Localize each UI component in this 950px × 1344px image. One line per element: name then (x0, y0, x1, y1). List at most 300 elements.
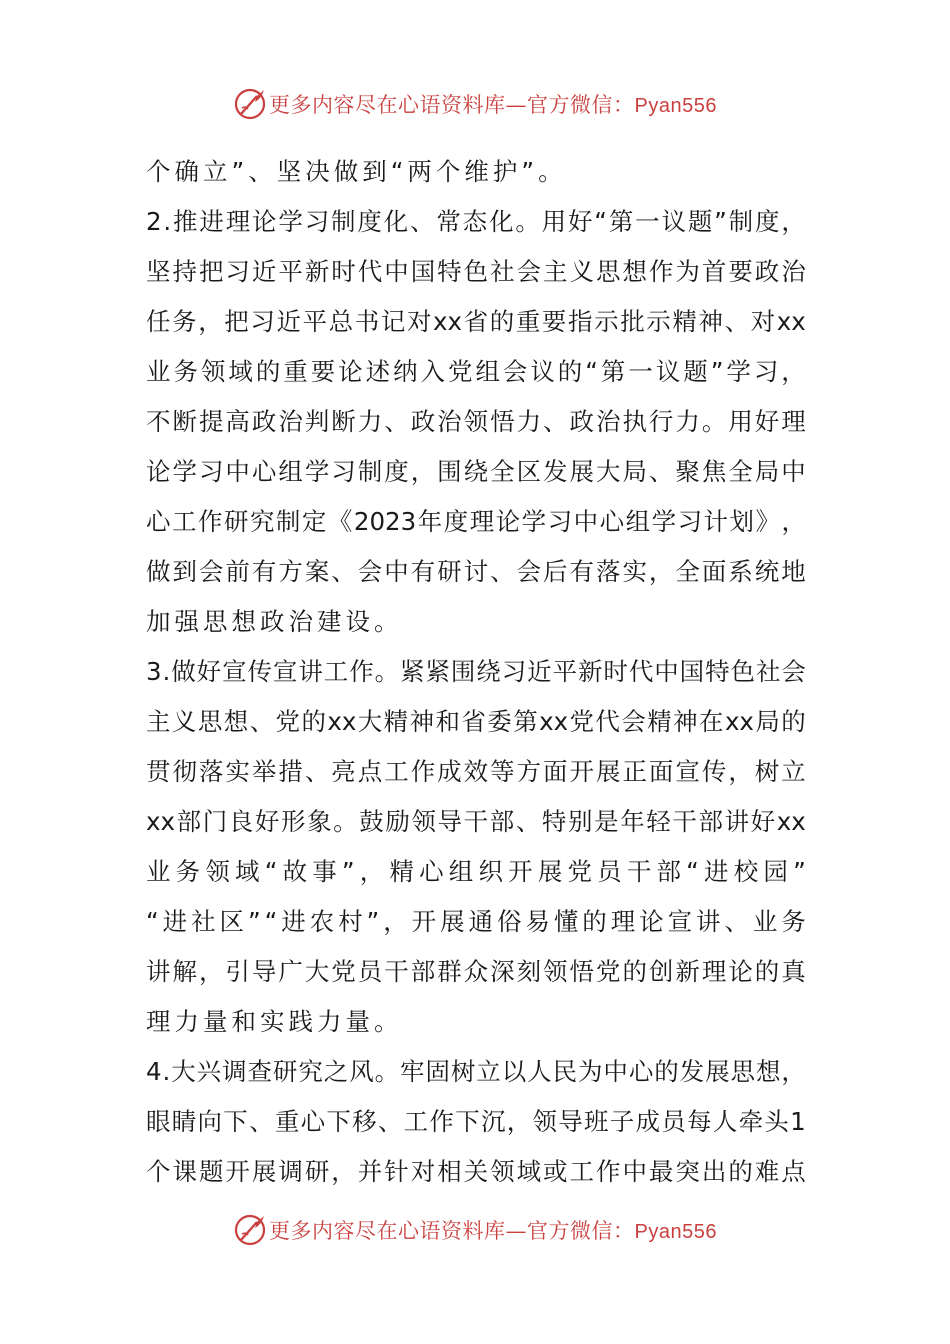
watermark-footer (0, 1212, 950, 1248)
glyph: 题 (683, 357, 708, 386)
glyph: 2 (146, 207, 162, 236)
glyph: 部 (489, 807, 515, 836)
glyph: 党 (567, 857, 592, 886)
glyph: 故 (282, 857, 308, 886)
glyph: 论 (495, 507, 521, 536)
watermark-brand: Pyan556 (634, 95, 717, 117)
glyph: 课 (172, 1157, 197, 1186)
glyph: 2023 (353, 507, 417, 536)
glyph: 领 (490, 1157, 515, 1186)
glyph: ， (506, 1107, 532, 1136)
glyph: 在 (699, 707, 724, 736)
glyph: 议 (530, 357, 555, 386)
glyph: 对 (410, 1157, 436, 1186)
glyph: 牵 (738, 1107, 764, 1136)
glyph: 班 (584, 1107, 609, 1136)
glyph: ， (648, 557, 674, 586)
glyph: 讲 (146, 957, 171, 986)
glyph: 精 (383, 707, 409, 736)
glyph: 制 (275, 507, 301, 536)
glyph: 到 (172, 557, 197, 586)
glyph: 业 (146, 357, 171, 386)
glyph: 开 (411, 907, 437, 936)
glyph: xx (327, 707, 357, 736)
glyph: 把 (198, 257, 224, 286)
glyph: 宣 (222, 657, 247, 686)
glyph: 针 (384, 1157, 409, 1186)
glyph: 色 (730, 657, 756, 686)
glyph: 讲 (724, 807, 750, 836)
glyph: 兴 (196, 1057, 222, 1086)
glyph: 域 (235, 857, 260, 886)
text-line (146, 447, 806, 497)
glyph: 近 (527, 657, 552, 686)
glyph: 织 (478, 857, 503, 886)
glyph: 讲 (298, 657, 323, 686)
glyph: 开 (508, 857, 533, 886)
glyph: ， (198, 307, 223, 336)
glyph: 效 (463, 757, 489, 786)
glyph: 区 (219, 907, 245, 936)
glyph: 新 (304, 257, 330, 286)
glyph: 政 (754, 257, 780, 286)
glyph: 会 (502, 357, 528, 386)
glyph: 习 (677, 507, 703, 536)
glyph: 域 (516, 1157, 542, 1186)
glyph: 全 (490, 457, 515, 486)
glyph: 的 (781, 707, 806, 736)
glyph: 移 (352, 1107, 377, 1136)
glyph: ， (331, 1157, 356, 1186)
glyph: 入 (420, 357, 446, 386)
glyph: 工 (403, 1107, 429, 1136)
glyph: 作 (429, 1107, 454, 1136)
glyph: 、 (410, 207, 435, 236)
glyph: 部 (698, 807, 723, 836)
glyph: 组 (475, 357, 500, 386)
glyph: 不 (146, 407, 171, 436)
glyph: 学 (651, 507, 677, 536)
glyph: 为 (577, 1057, 603, 1086)
document-body (146, 147, 806, 1197)
glyph: ” (247, 907, 261, 936)
glyph: 力 (516, 407, 542, 436)
glyph: 新 (675, 957, 700, 986)
glyph: 平 (278, 257, 303, 286)
glyph: 务 (175, 857, 201, 886)
glyph: 相 (437, 1157, 462, 1186)
glyph: 、 (543, 407, 568, 436)
glyph: 宣 (272, 657, 298, 686)
glyph: 子 (609, 1107, 635, 1136)
glyph: 、 (249, 707, 275, 736)
glyph: 展 (440, 907, 465, 936)
glyph: 政 (569, 407, 594, 436)
glyph: 关 (463, 1157, 489, 1186)
glyph: 事 (312, 857, 337, 886)
quill-logo-icon (233, 1213, 267, 1247)
glyph: 断 (331, 407, 356, 436)
text-line: 加强思想政治建设。 (146, 607, 403, 636)
glyph: 1 (790, 1107, 806, 1136)
glyph: 展 (569, 457, 594, 486)
glyph: 干 (463, 807, 489, 836)
glyph: 等 (490, 757, 515, 786)
glyph: 大 (595, 457, 621, 486)
glyph: 民 (552, 1057, 578, 1086)
glyph: 第 (600, 357, 626, 386)
glyph: 区 (516, 457, 542, 486)
glyph: 常 (436, 207, 461, 236)
glyph: 并 (357, 1157, 383, 1186)
glyph: 国 (410, 257, 436, 286)
glyph: 领 (543, 957, 568, 986)
glyph: 组 (278, 457, 303, 486)
glyph: 作 (648, 257, 674, 286)
text-line (146, 647, 806, 697)
glyph: 下 (455, 1107, 480, 1136)
glyph: 。 (374, 1057, 400, 1086)
glyph: 开 (569, 757, 594, 786)
glyph: 代 (628, 657, 654, 686)
glyph: 会 (357, 557, 383, 586)
glyph: 务 (172, 307, 197, 336)
glyph: 时 (331, 257, 356, 286)
glyph: 社 (191, 907, 216, 936)
glyph: 学 (521, 507, 547, 536)
glyph: 要 (541, 307, 567, 336)
glyph: 会 (781, 657, 806, 686)
glyph: 落 (198, 757, 224, 786)
glyph: 展 (595, 757, 621, 786)
glyph: 题 (687, 207, 713, 236)
glyph: 论 (146, 457, 171, 486)
glyph: 治 (595, 407, 621, 436)
glyph: 划 (729, 507, 755, 536)
glyph: ” (341, 857, 355, 886)
glyph: 化 (488, 207, 514, 236)
glyph: 务 (781, 907, 806, 936)
glyph: 。 (374, 657, 400, 686)
glyph: 研 (437, 557, 462, 586)
glyph: 真 (781, 957, 806, 986)
glyph: 是 (594, 807, 619, 836)
glyph: 特 (437, 257, 462, 286)
glyph: 习 (331, 457, 356, 486)
glyph: 象 (307, 807, 332, 836)
glyph: 指 (568, 307, 593, 336)
text-line (146, 797, 806, 847)
glyph: 展 (537, 857, 563, 886)
glyph: 一 (628, 357, 653, 386)
glyph: 立 (476, 1057, 501, 1086)
glyph: 的 (255, 357, 281, 386)
glyph: 的 (754, 957, 780, 986)
glyph: 导 (251, 957, 277, 986)
glyph: 有 (569, 557, 594, 586)
glyph: 聚 (675, 457, 700, 486)
glyph: 第 (513, 707, 538, 736)
glyph: 做 (171, 657, 196, 686)
glyph: 主 (543, 257, 568, 286)
glyph: 宣 (675, 757, 700, 786)
glyph: 中 (603, 1057, 628, 1086)
glyph: 习 (225, 257, 250, 286)
glyph: 俗 (496, 907, 522, 936)
glyph: 提 (198, 407, 224, 436)
glyph: 心 (251, 457, 277, 486)
glyph: 、 (377, 1107, 403, 1136)
glyph: 正 (622, 757, 647, 786)
glyph: xx (433, 307, 463, 336)
glyph: 精 (389, 857, 414, 886)
glyph: 调 (278, 1157, 303, 1186)
glyph: 领 (532, 1107, 557, 1136)
text-line (146, 497, 806, 547)
glyph: “ (264, 857, 278, 886)
glyph: 务 (173, 357, 198, 386)
text-line: 理力量和实践力量。 (146, 1007, 403, 1036)
glyph: 代 (595, 707, 620, 736)
glyph: 首 (701, 257, 727, 286)
glyph: 工 (323, 657, 349, 686)
glyph: 理 (469, 507, 495, 536)
glyph: 力 (675, 407, 700, 436)
glyph: 批 (620, 307, 645, 336)
glyph: 易 (525, 907, 550, 936)
glyph: 高 (225, 407, 250, 436)
glyph: 点 (357, 757, 383, 786)
glyph: 群 (437, 957, 462, 986)
glyph: 亮 (331, 757, 356, 786)
glyph: 作 (197, 507, 223, 536)
glyph: ， (781, 357, 806, 386)
glyph: 域 (228, 357, 253, 386)
glyph: “ (146, 907, 159, 936)
glyph: 研 (304, 1157, 330, 1186)
glyph: ” (710, 357, 724, 386)
glyph: 最 (648, 1157, 674, 1186)
glyph: 轻 (646, 807, 671, 836)
glyph: 作 (349, 657, 374, 686)
glyph: 沉 (480, 1107, 506, 1136)
glyph: 论 (338, 357, 363, 386)
watermark-header (0, 86, 950, 122)
glyph: 社 (755, 657, 781, 686)
glyph: 义 (569, 257, 594, 286)
glyph: 记 (380, 307, 406, 336)
glyph: 示 (594, 307, 619, 336)
glyph: 中 (781, 457, 806, 486)
glyph: ， (383, 907, 408, 936)
glyph: 好 (196, 657, 222, 686)
glyph: ， (359, 857, 385, 886)
glyph: 绕 (463, 457, 489, 486)
glyph: 业 (146, 857, 171, 886)
glyph: 党 (595, 957, 621, 986)
glyph: 议 (661, 207, 686, 236)
glyph: 中 (384, 257, 409, 286)
glyph: 心 (146, 507, 171, 536)
glyph: 进 (704, 857, 729, 886)
text-line (146, 247, 806, 297)
glyph: 向 (197, 1107, 223, 1136)
glyph: 。 (515, 207, 540, 236)
glyph: 树 (754, 757, 780, 786)
glyph: 措 (278, 757, 303, 786)
glyph: 工 (569, 1157, 594, 1186)
glyph: 委 (487, 707, 512, 736)
glyph: 党 (275, 707, 301, 736)
glyph: 计 (703, 507, 729, 536)
glyph: 定 (301, 507, 327, 536)
watermark-text: 更多内容尽在心语资料库—官方微信：Pyan556 (269, 1219, 717, 1243)
glyph: 有 (410, 557, 436, 586)
glyph: 绕 (476, 657, 501, 686)
glyph: 系 (728, 557, 753, 586)
glyph: 头 (764, 1107, 789, 1136)
glyph: 解 (172, 957, 197, 986)
text-line (146, 947, 806, 997)
glyph: ， (410, 457, 436, 486)
glyph: 心 (599, 507, 625, 536)
glyph: 局 (622, 457, 647, 486)
glyph: 讨 (463, 557, 489, 586)
glyph: 重 (274, 1107, 300, 1136)
glyph: 风 (349, 1057, 374, 1086)
glyph: 会 (516, 557, 542, 586)
glyph: 进 (281, 907, 306, 936)
glyph: 展 (705, 1057, 730, 1086)
glyph: 重 (283, 357, 308, 386)
glyph: 化 (383, 207, 409, 236)
glyph: 对 (406, 307, 432, 336)
glyph: 好 (750, 807, 776, 836)
glyph: 思 (730, 1057, 756, 1086)
glyph: “ (686, 857, 699, 886)
glyph: 执 (622, 407, 647, 436)
glyph: 农 (309, 907, 335, 936)
glyph: 研 (272, 1057, 298, 1086)
glyph: 治 (781, 257, 806, 286)
glyph: 或 (543, 1157, 568, 1186)
glyph: 面 (543, 757, 568, 786)
glyph: 习 (753, 357, 779, 386)
glyph: 学 (304, 457, 330, 486)
glyph: 判 (304, 407, 330, 436)
glyph: 面 (648, 757, 674, 786)
text-line (146, 197, 806, 247)
glyph: 度 (384, 457, 409, 486)
glyph: ， (781, 1057, 806, 1086)
glyph: 领 (411, 807, 436, 836)
glyph: 坚 (146, 257, 171, 286)
glyph: 的 (728, 1157, 753, 1186)
glyph: 彻 (172, 757, 197, 786)
glyph: 特 (705, 657, 730, 686)
glyph: 用 (541, 207, 567, 236)
glyph: 党 (331, 957, 356, 986)
glyph: 点 (781, 1157, 806, 1186)
glyph: 形 (280, 807, 306, 836)
glyph: 导 (437, 807, 463, 836)
glyph: 持 (172, 257, 197, 286)
glyph: 《 (327, 507, 353, 536)
glyph: 局 (755, 707, 780, 736)
glyph: 神 (673, 707, 698, 736)
glyph: 实 (225, 757, 250, 786)
glyph: . (162, 1057, 171, 1086)
glyph: 大 (171, 1057, 196, 1086)
glyph: 制 (728, 207, 754, 236)
glyph: 行 (648, 407, 674, 436)
glyph: 年 (620, 807, 645, 836)
glyph: 年 (417, 507, 443, 536)
glyph: 、 (648, 457, 674, 486)
glyph: 心 (628, 1057, 654, 1086)
glyph: 园 (763, 857, 788, 886)
glyph: 有 (251, 557, 277, 586)
glyph: 时 (603, 657, 628, 686)
text-line (146, 297, 806, 347)
glyph: 统 (754, 557, 780, 586)
glyph: 一 (635, 207, 660, 236)
glyph: 中 (654, 657, 679, 686)
glyph: 良 (228, 807, 254, 836)
glyph: 实 (622, 557, 647, 586)
glyph: 特 (541, 807, 567, 836)
glyph: 治 (278, 407, 303, 436)
glyph: 员 (661, 1107, 686, 1136)
text-line (146, 897, 806, 947)
glyph: 成 (635, 1107, 661, 1136)
text-line (146, 1047, 806, 1097)
glyph: . (163, 207, 172, 236)
glyph: 总 (328, 307, 354, 336)
glyph: 近 (276, 307, 301, 336)
glyph: 想 (223, 707, 249, 736)
text-line (146, 697, 806, 747)
glyph: 力 (357, 407, 383, 436)
glyph: 大 (304, 957, 330, 986)
glyph: 政 (251, 407, 277, 436)
glyph: 对 (750, 307, 776, 336)
glyph: 门 (202, 807, 228, 836)
glyph: 以 (501, 1057, 527, 1086)
glyph: 平 (552, 657, 578, 686)
glyph: 社 (490, 257, 515, 286)
glyph: 会 (621, 707, 646, 736)
glyph: 好 (254, 807, 280, 836)
glyph: 每 (687, 1107, 712, 1136)
glyph: 校 (733, 857, 759, 886)
glyph: 之 (323, 1057, 349, 1086)
glyph: 任 (146, 307, 171, 336)
glyph: 懂 (553, 907, 579, 936)
text-line (146, 747, 806, 797)
glyph: 把 (224, 307, 249, 336)
glyph: 好 (567, 207, 593, 236)
glyph: . (162, 657, 171, 686)
glyph: 态 (462, 207, 488, 236)
glyph: 。 (333, 807, 358, 836)
glyph: 党 (447, 357, 473, 386)
glyph: 举 (251, 757, 277, 786)
glyph: 神 (698, 307, 723, 336)
glyph: 后 (543, 557, 568, 586)
glyph: ， (728, 757, 753, 786)
glyph: 紧 (425, 657, 450, 686)
